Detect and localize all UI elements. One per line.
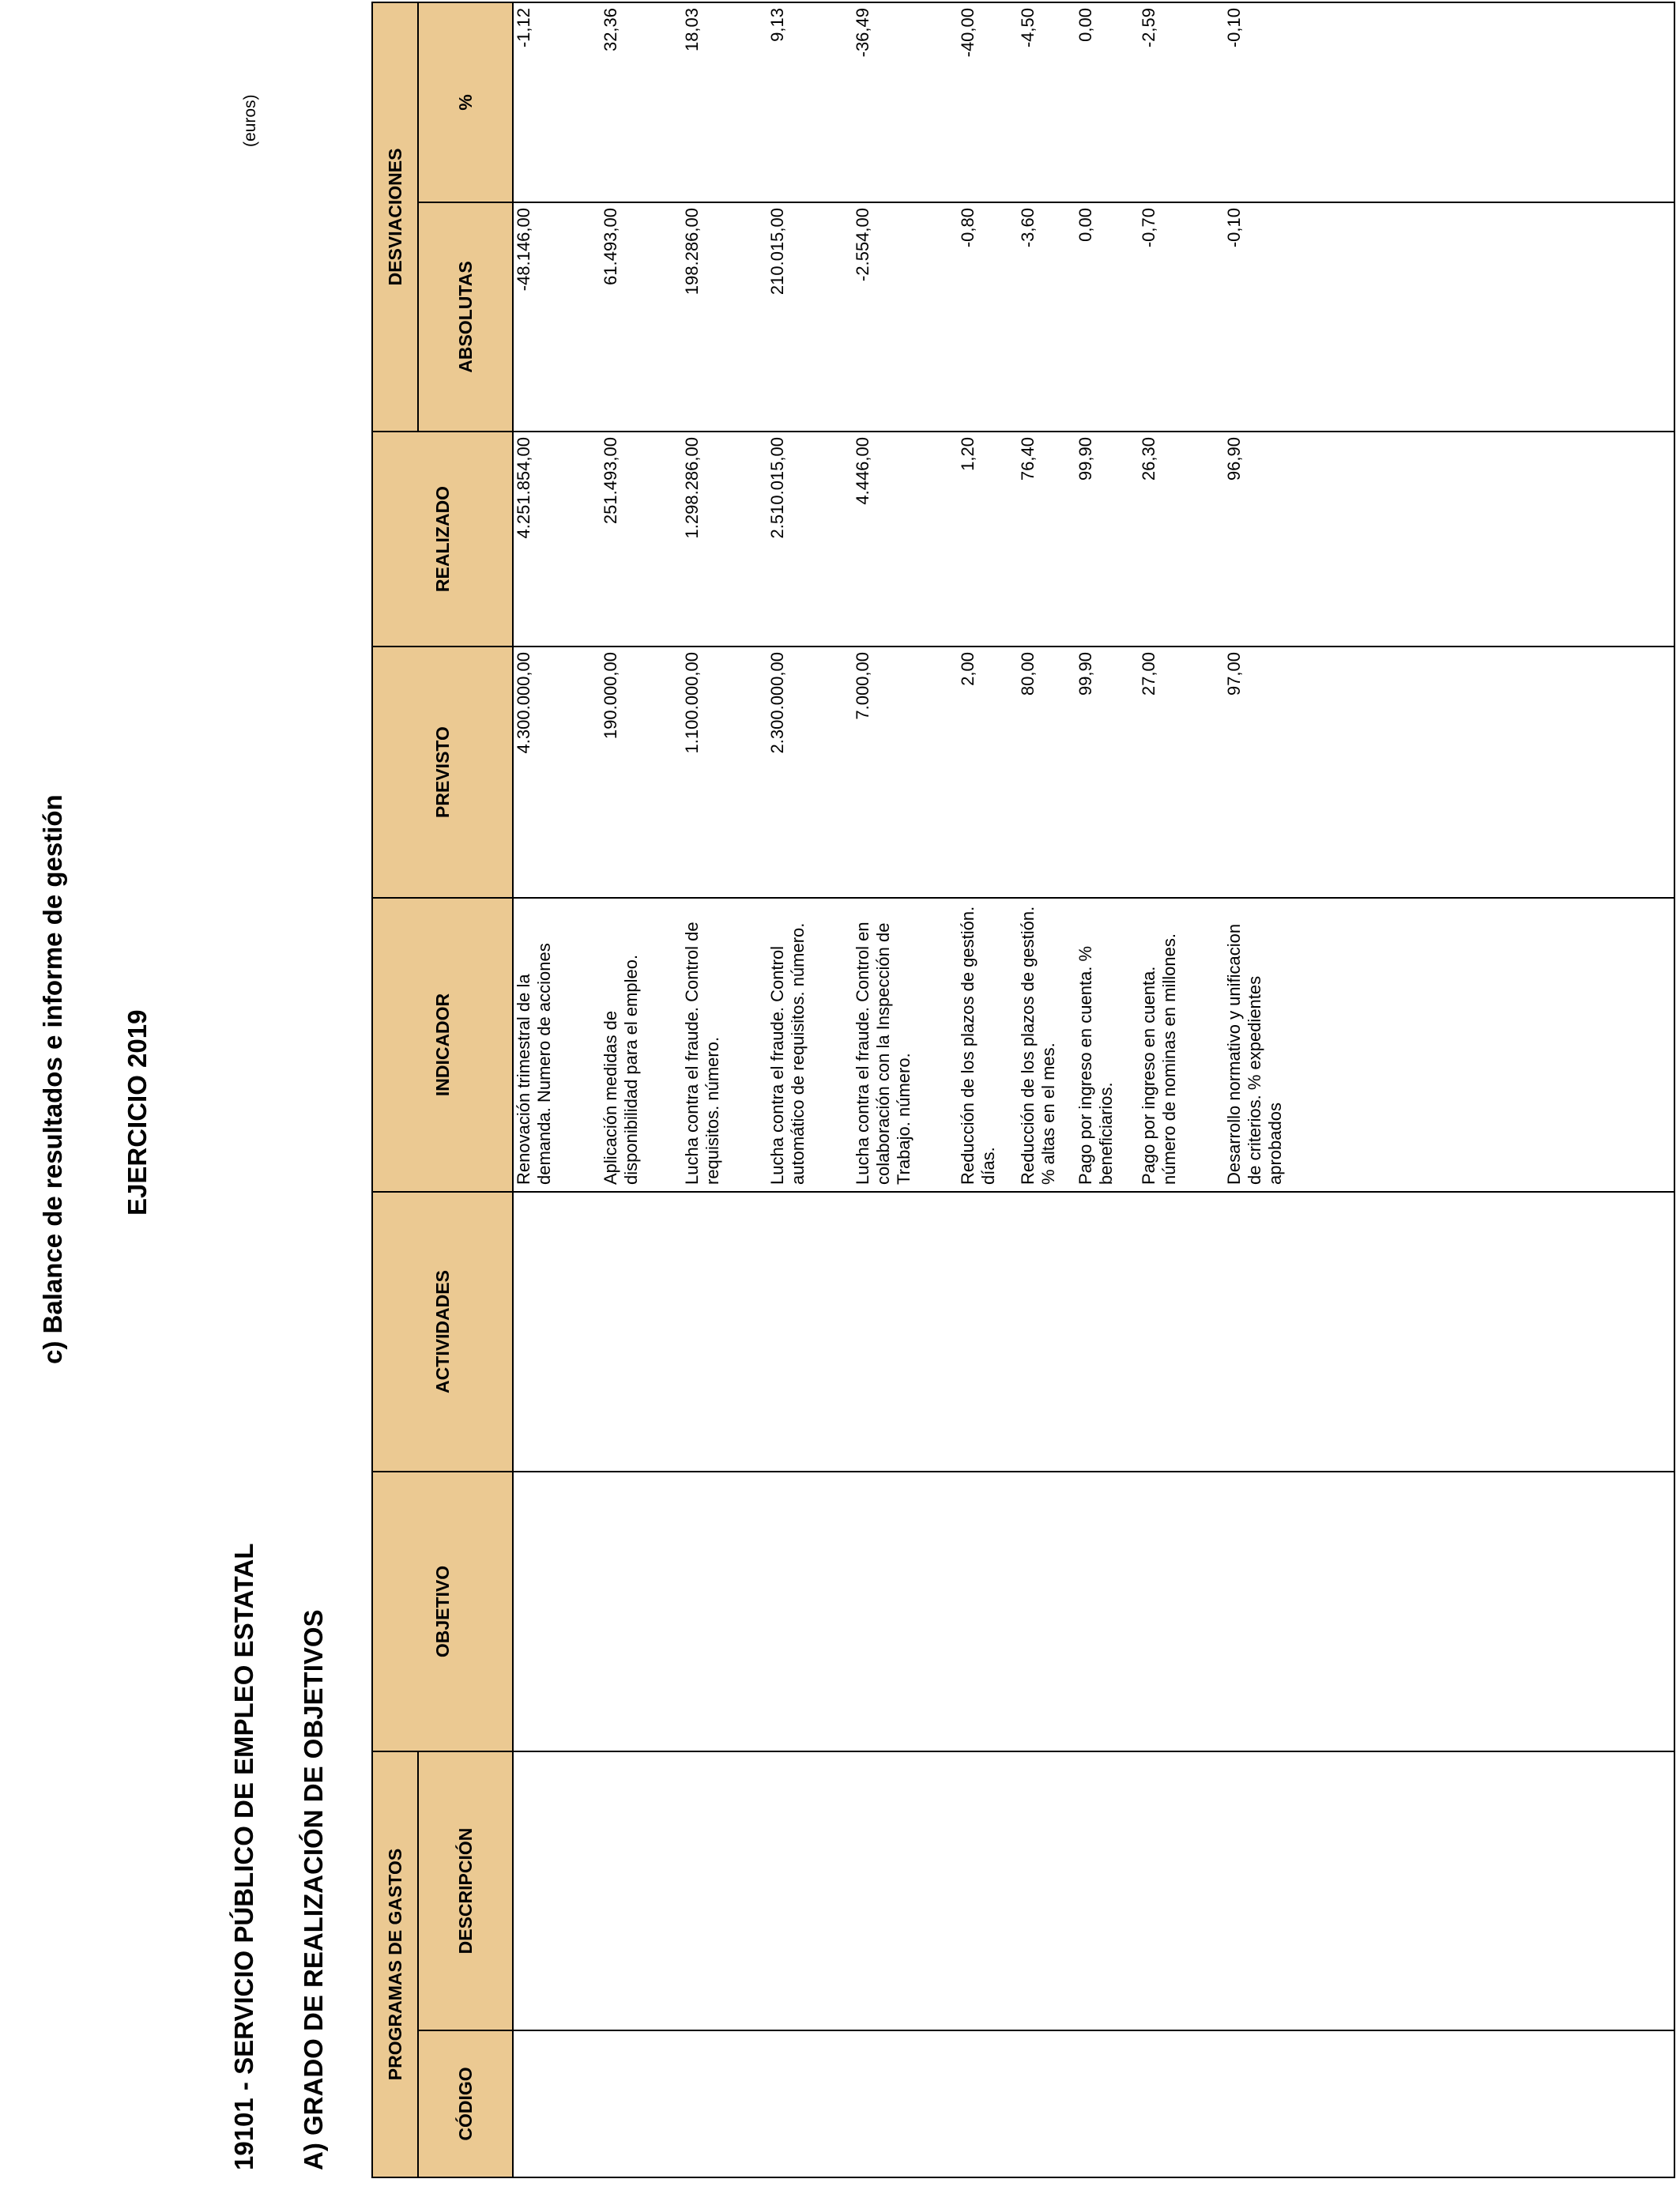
absolutas-value: -48.146,00 — [514, 208, 533, 292]
header-realizado: REALIZADO — [372, 432, 513, 647]
previsto-value: 1.100.000,00 — [682, 652, 702, 754]
porcentaje-value: 18,03 — [682, 7, 702, 52]
realizado-value: 76,40 — [1018, 437, 1038, 481]
indicador-item: Pago por ingreso en cuenta. número de nominas en millones. — [1139, 933, 1179, 1185]
header-porcentaje: % — [418, 2, 513, 202]
indicador-item: Desarrollo normativo y unificacion de criterios. % expedientes aprobados — [1224, 923, 1285, 1185]
indicador-item: Lucha contra el fraude. Control de requisitos. número. — [682, 922, 722, 1185]
indicador-item: Lucha contra el fraude. Control automático de requisitos. número. — [767, 922, 808, 1185]
units-label: (euros) — [241, 94, 259, 147]
header-indicador: INDICADOR — [372, 898, 513, 1192]
header-programas: PROGRAMAS DE GASTOS — [372, 1751, 418, 2177]
porcentaje-value: -40,00 — [958, 7, 977, 58]
header-descripcion: DESCRIPCIÓN — [418, 1751, 513, 2030]
header-row-top — [372, 2, 418, 2177]
porcentaje-value: 32,36 — [601, 7, 620, 52]
realizado-value: 4.446,00 — [853, 437, 872, 505]
header-actividades: ACTIVIDADES — [372, 1192, 513, 1472]
realizado-value: 2.510.015,00 — [767, 437, 787, 539]
indicador-item: Reducción de los plazos de gestión. % altas en el mes. — [1018, 906, 1058, 1185]
previsto-value: 2.300.000,00 — [767, 652, 787, 754]
codigo-cell — [513, 2030, 1674, 2177]
indicador-column — [513, 898, 1674, 1192]
absolutas-value: -0,70 — [1139, 208, 1158, 248]
porcentaje-value: -2,59 — [1139, 7, 1158, 48]
header-absolutas: ABSOLUTAS — [418, 202, 513, 432]
absolutas-value: 0,00 — [1075, 208, 1095, 242]
porcentaje-value: -1,12 — [514, 7, 533, 48]
absolutas-value: 198.286,00 — [682, 208, 702, 296]
realizado-value: 1,20 — [958, 437, 977, 471]
porcentaje-value: -4,50 — [1018, 7, 1038, 48]
header-previsto: PREVISTO — [372, 647, 513, 898]
absolutas-value: -3,60 — [1018, 208, 1038, 248]
indicador-item: Reducción de los plazos de gestión. días. — [958, 906, 998, 1185]
objectives-table — [371, 2, 1675, 2178]
objetivo-cell — [513, 1472, 1674, 1751]
indicador-item: Renovación trimestral de la demanda. Numero de acciones — [514, 943, 554, 1185]
realizado-value: 96,90 — [1224, 437, 1244, 481]
previsto-value: 190.000,00 — [601, 652, 620, 740]
header-codigo: CÓDIGO — [418, 2030, 513, 2177]
table-body-row — [513, 2, 1674, 2177]
entity-title: 19101 - SERVICIO PÚBLICO DE EMPLEO ESTATAL — [229, 1543, 258, 2170]
absolutas-value: 210.015,00 — [767, 208, 787, 296]
descripcion-cell — [513, 1751, 1674, 2030]
indicador-item: Lucha contra el fraude. Control en colaboración con la Inspección de Trabajo. número. — [853, 922, 913, 1185]
porcentaje-value: 0,00 — [1075, 7, 1095, 42]
previsto-value: 27,00 — [1139, 652, 1158, 696]
fiscal-year-title: EJERCICIO 2019 — [122, 1009, 152, 1216]
absolutas-value: 61.493,00 — [601, 208, 620, 285]
absolutas-value: -0,10 — [1224, 208, 1244, 248]
part-title: A) GRADO DE REALIZACIÓN DE OBJETIVOS — [299, 1609, 328, 2170]
absolutas-value: -2.554,00 — [853, 208, 872, 281]
previsto-value: 97,00 — [1224, 652, 1244, 696]
realizado-column — [513, 432, 1674, 647]
section-title: c) Balance de resultados e informe de gestión — [38, 794, 67, 1364]
porcentaje-value: -36,49 — [853, 7, 872, 58]
previsto-value: 99,90 — [1075, 652, 1095, 696]
previsto-value: 7.000,00 — [853, 652, 872, 720]
absolutas-column — [513, 202, 1674, 432]
previsto-value: 2,00 — [958, 652, 977, 686]
header-desviaciones: DESVIACIONES — [372, 2, 418, 432]
indicador-item: Aplicación medidas de disponibilidad para el empleo. — [601, 954, 641, 1185]
absolutas-value: -0,80 — [958, 208, 977, 248]
header-objetivo: OBJETIVO — [372, 1472, 513, 1751]
realizado-value: 251.493,00 — [601, 437, 620, 525]
porcentaje-value: -0,10 — [1224, 7, 1244, 48]
porcentaje-value: 9,13 — [767, 7, 787, 42]
previsto-value: 80,00 — [1018, 652, 1038, 696]
realizado-value: 4.251.854,00 — [514, 437, 533, 539]
actividades-cell — [513, 1192, 1674, 1472]
realizado-value: 26,30 — [1139, 437, 1158, 481]
porcentaje-column — [513, 2, 1674, 202]
previsto-value: 4.300.000,00 — [514, 652, 533, 754]
realizado-value: 99,90 — [1075, 437, 1095, 481]
previsto-column — [513, 647, 1674, 898]
indicador-item: Pago por ingreso en cuenta. % beneficiarios. — [1075, 945, 1116, 1185]
realizado-value: 1.298.286,00 — [682, 437, 702, 539]
